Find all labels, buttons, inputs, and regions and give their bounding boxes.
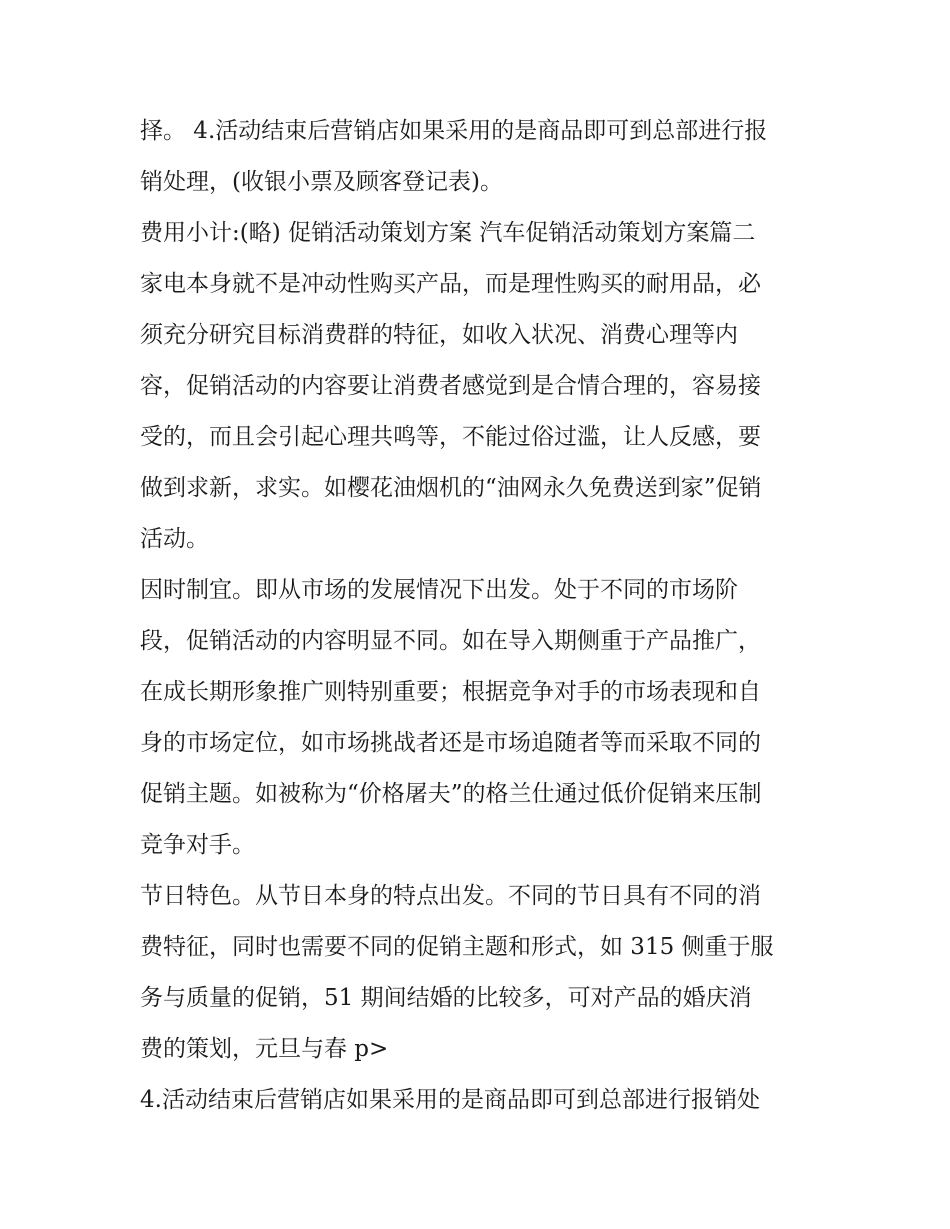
text-line: 做到求新，求实。如樱花油烟机的“油网永久免费送到家”促销 [140, 475, 762, 501]
text-line: 在成长期形象推广则特别重要；根据竞争对手的市场表现和自 [140, 679, 761, 705]
text-line: 4.活动结束后营销店如果采用的是商品即可到总部进行报销处 [140, 1087, 760, 1113]
text-line: 节日特色。从节日本身的特点出发。不同的节日具有不同的消 [140, 883, 761, 909]
text-line: 费的策划，元旦与春 p> [140, 1036, 389, 1062]
text-line: 家电本身就不是冲动性购买产品，而是理性购买的耐用品，必 [140, 271, 761, 297]
text-line: 身的市场定位，如市场挑战者还是市场追随者等而采取不同的 [140, 730, 761, 756]
text-line: 销处理，(收银小票及顾客登记表)。 [140, 169, 503, 195]
text-line: 段，促销活动的内容明显不同。如在导入期侧重于产品推广， [140, 628, 761, 654]
document-body [140, 106, 820, 1126]
text-line: 容，促销活动的内容要让消费者感觉到是合情合理的，容易接 [140, 373, 761, 399]
text-line: 竞争对手。 [140, 832, 255, 858]
text-line: 受的，而且会引起心理共鸣等，不能过俗过滥，让人反感，要 [140, 424, 761, 450]
text-line: 促销主题。如被称为“价格屠夫”的格兰仕通过低价促销来压制 [140, 781, 762, 807]
text-line: 择。 4.活动结束后营销店如果采用的是商品即可到总部进行报 [140, 118, 768, 144]
text-line: 费用小计:(略) 促销活动策划方案 汽车促销活动策划方案篇二 [140, 220, 756, 246]
text-line: 务与质量的促销，51 期间结婚的比较多，可对产品的婚庆消 [140, 985, 752, 1011]
text-line: 须充分研究目标消费群的特征，如收入状况、消费心理等内 [140, 322, 738, 348]
text-line: 活动。 [140, 526, 209, 552]
text-line: 因时制宜。即从市场的发展情况下出发。处于不同的市场阶 [140, 577, 738, 603]
text-line: 费特征，同时也需要不同的促销主题和形式，如 315 侧重于服 [140, 934, 774, 960]
